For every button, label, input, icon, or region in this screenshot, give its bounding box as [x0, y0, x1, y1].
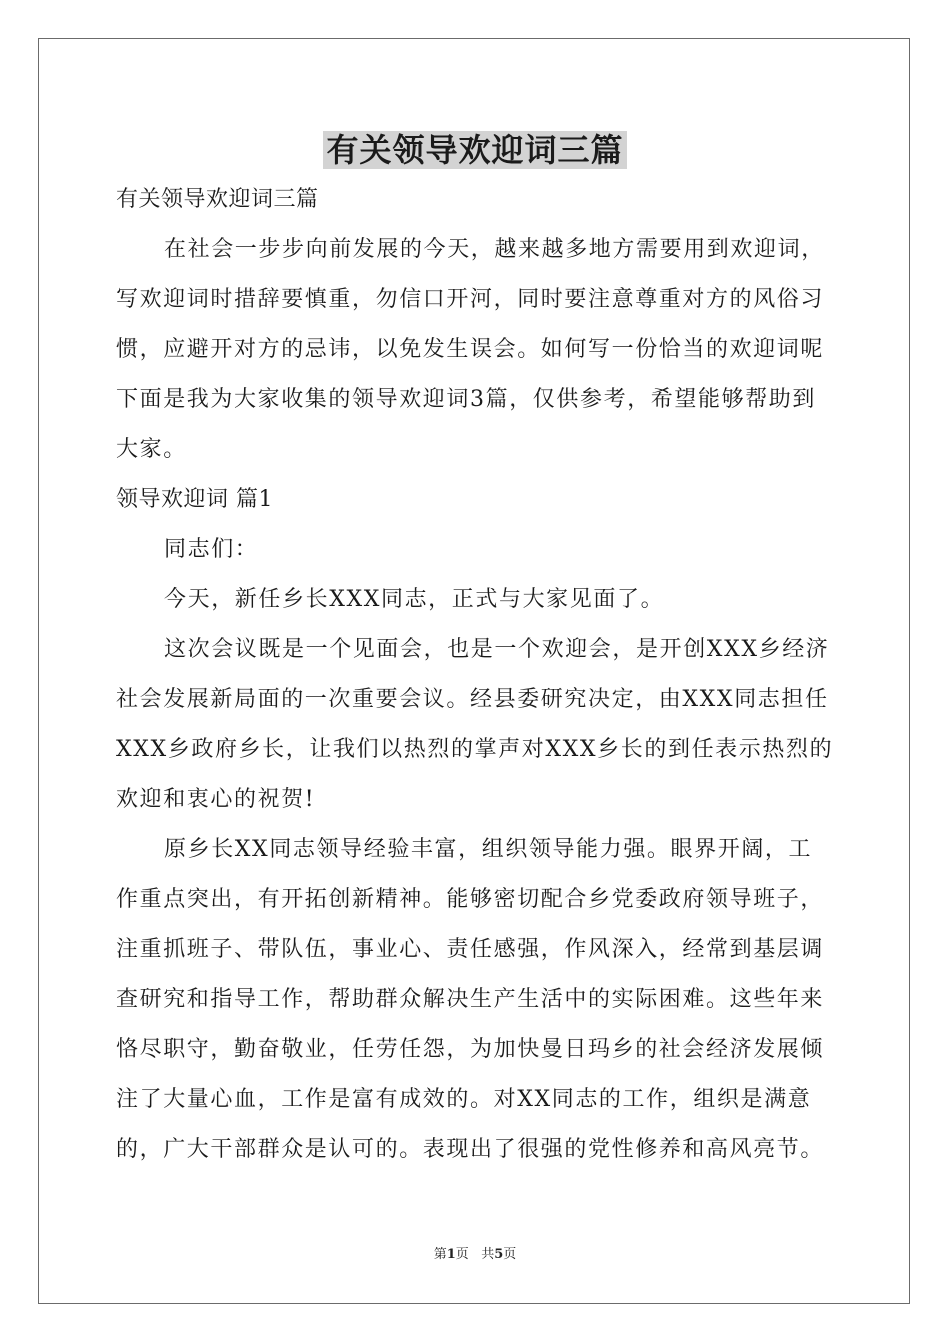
- paragraph-line: 在社会一步步向前发展的今天，越来越多地方需要用到欢迎词，: [164, 237, 825, 262]
- total-prefix: 共: [481, 1247, 495, 1262]
- paragraph-line: 欢迎和衷心的祝贺!: [116, 787, 316, 812]
- paragraph-line: 查研究和指导工作，帮助群众解决生产生活中的实际困难。这些年来: [116, 987, 825, 1012]
- salutation-line: 同志们：: [164, 537, 259, 562]
- total-suffix: 页: [503, 1247, 517, 1262]
- paragraph-line: 的，广大干部群众是认可的。表现出了很强的党性修养和高风亮节。: [116, 1137, 825, 1162]
- paragraph-line: 今天，新任乡长XXX同志，正式与大家见面了。: [164, 587, 665, 612]
- page-footer: [0, 1246, 950, 1264]
- document-title: [0, 127, 950, 173]
- paragraph-line: 恪尽职守，勤奋敬业，任劳任怨，为加快曼日玛乡的社会经济发展倾: [116, 1037, 825, 1062]
- paragraph-line: 写欢迎词时措辞要慎重，勿信口开河，同时要注意尊重对方的风俗习: [116, 287, 825, 312]
- total-pages-number: 5: [494, 1247, 504, 1262]
- current-page-number: 1: [446, 1247, 456, 1262]
- paragraph-line: 这次会议既是一个见面会，也是一个欢迎会，是开创XXX乡经济: [164, 637, 830, 662]
- paragraph-line: 注重抓班子、带队伍，事业心、责任感强，作风深入，经常到基层调: [116, 937, 825, 962]
- paragraph-line: 注了大量心血，工作是富有成效的。对XX同志的工作，组织是满意: [116, 1087, 812, 1112]
- page-prefix: 第: [433, 1247, 447, 1262]
- paragraph-line: 原乡长XX同志领导经验丰富，组织领导能力强。眼界开阔，工: [164, 837, 813, 862]
- paragraph-line: 社会发展新局面的一次重要会议。经县委研究决定，由XXX同志担任: [116, 687, 829, 712]
- document-title-text: 有关领导欢迎词三篇: [323, 131, 626, 169]
- section-heading: 领导欢迎词 篇1: [116, 487, 273, 512]
- document-body: [116, 175, 838, 1175]
- paragraph-line: 惯，应避开对方的忌讳，以免发生误会。如何写一份恰当的欢迎词呢: [116, 337, 825, 362]
- paragraph-line: 作重点突出，有开拓创新精神。能够密切配合乡党委政府领导班子，: [116, 887, 825, 912]
- page-suffix: 页: [455, 1247, 469, 1262]
- subtitle-line: 有关领导欢迎词三篇: [116, 187, 319, 212]
- paragraph-line: 下面是我为大家收集的领导欢迎词3篇，仅供参考，希望能够帮助到: [116, 387, 816, 412]
- paragraph-line: 大家。: [116, 437, 187, 462]
- paragraph-line: XXX乡政府乡长，让我们以热烈的掌声对XXX乡长的到任表示热烈的: [116, 737, 834, 762]
